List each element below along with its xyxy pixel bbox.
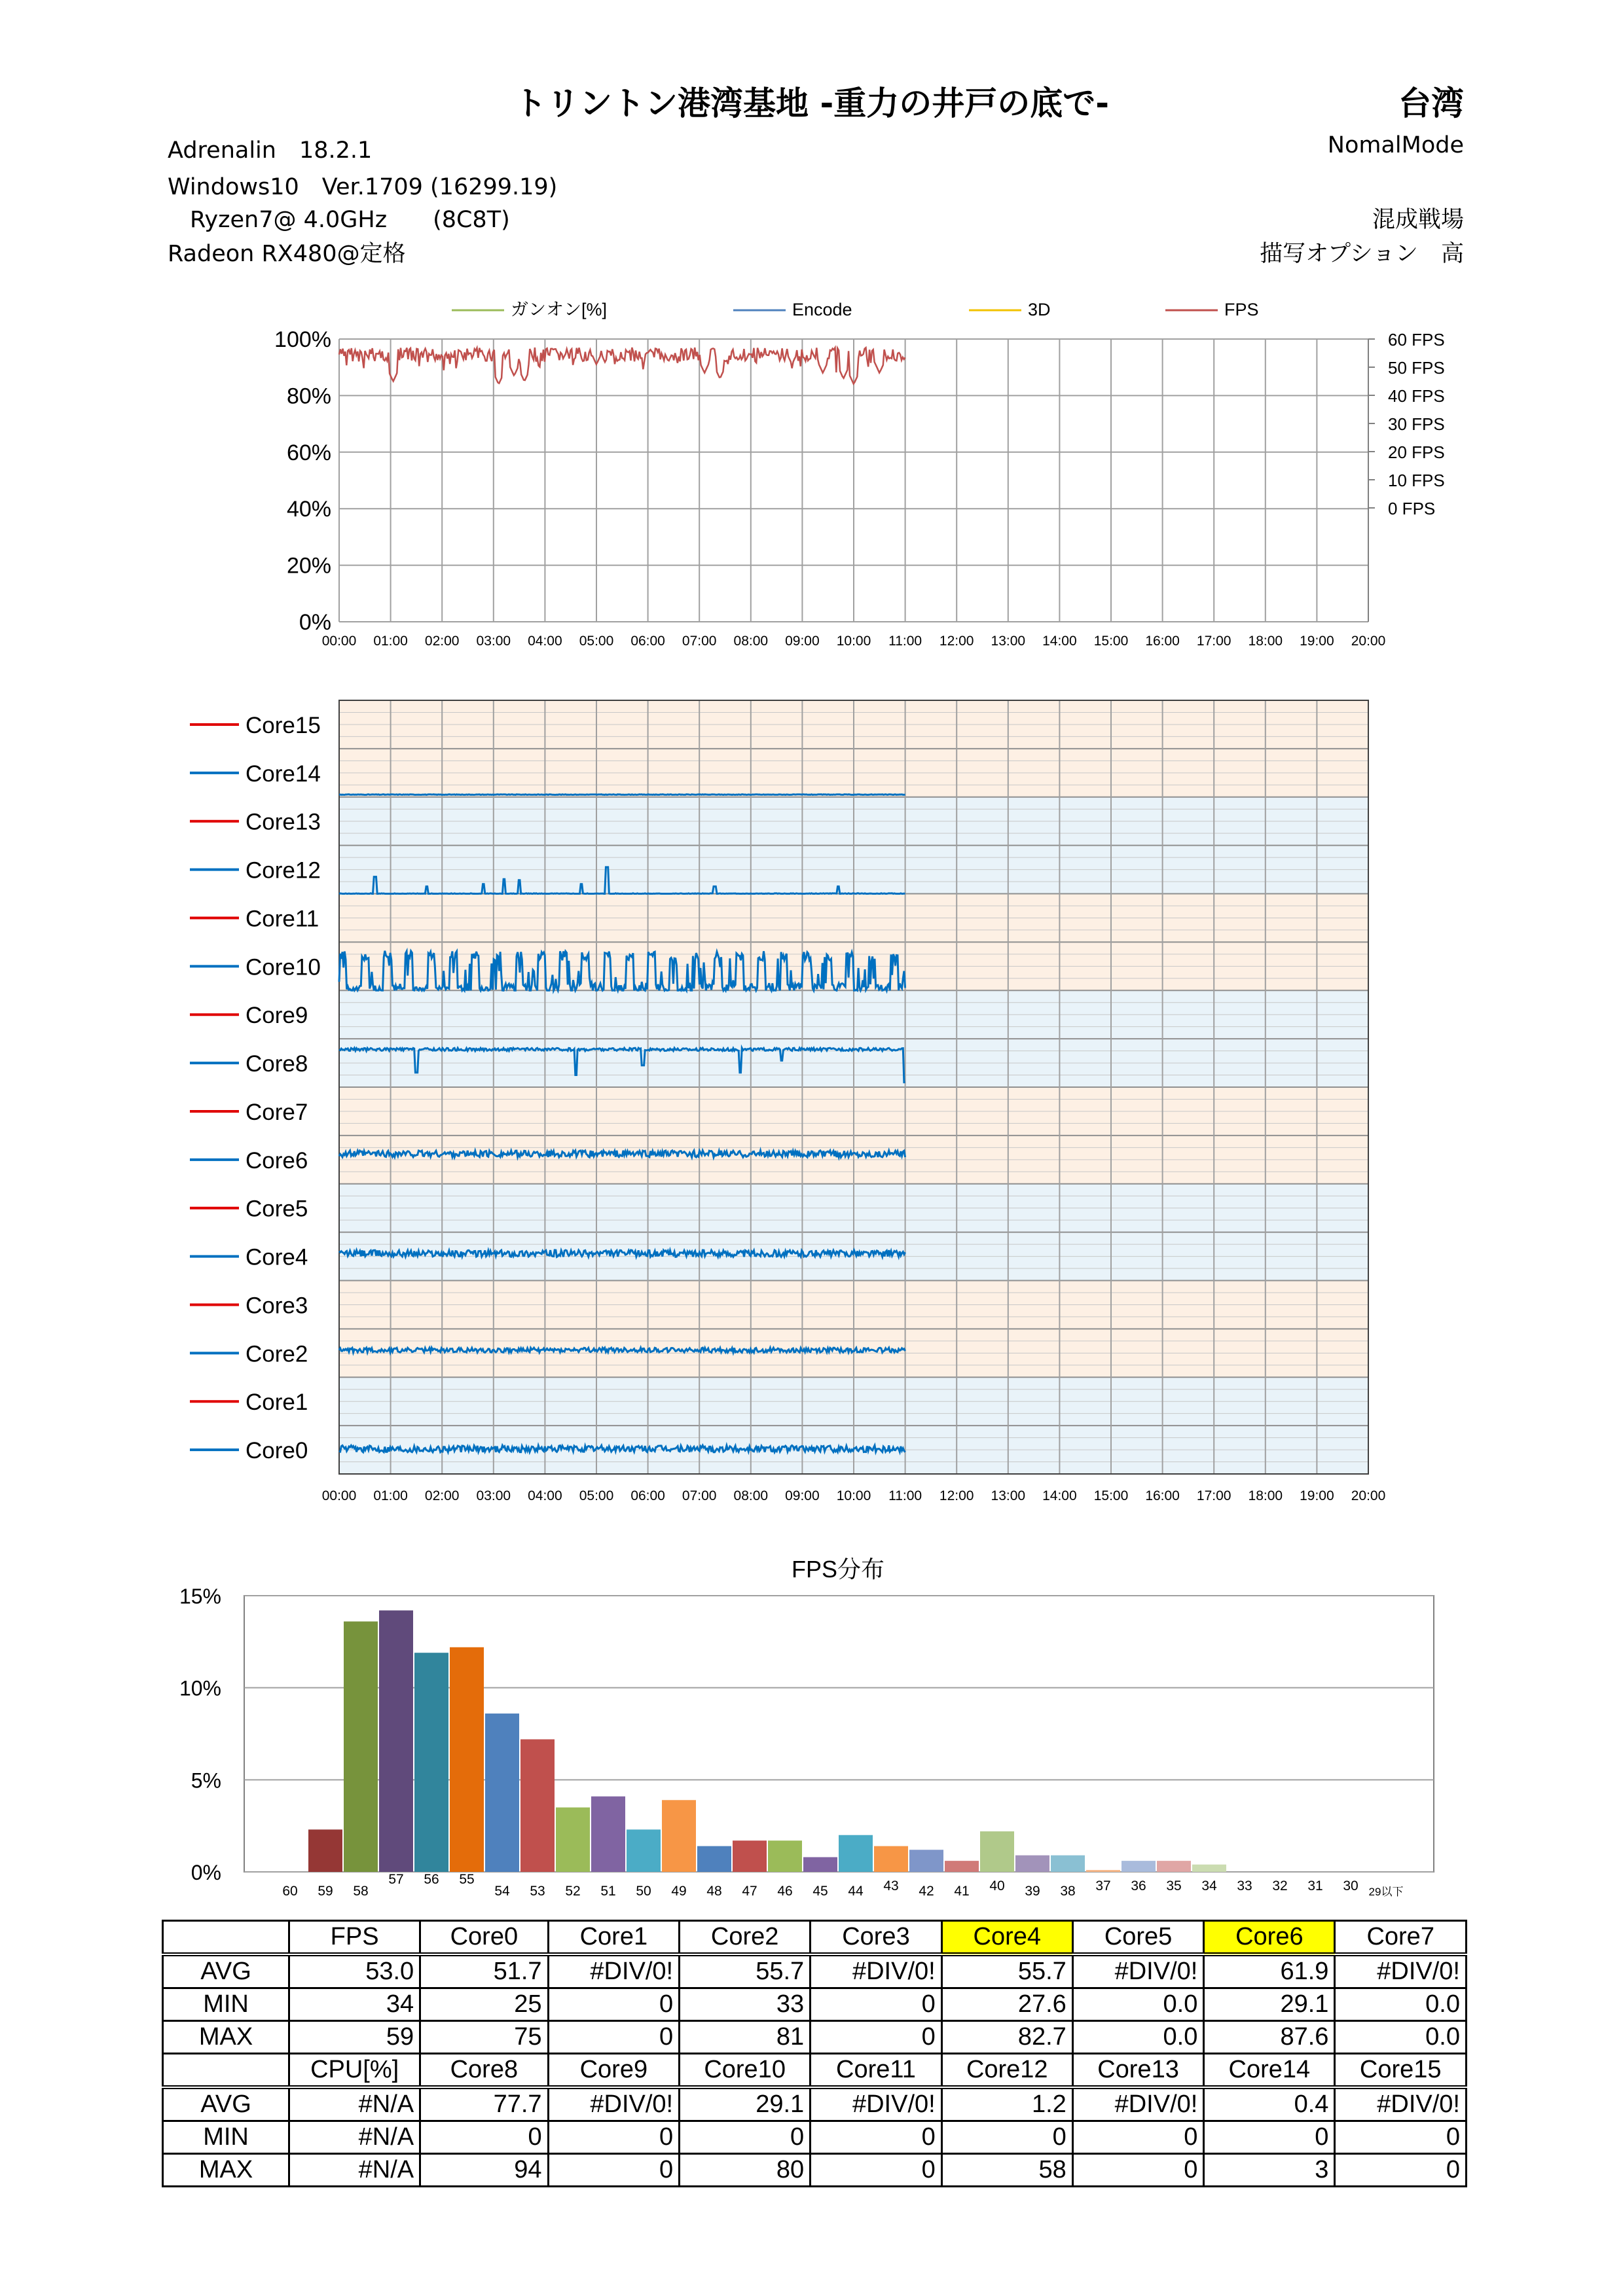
x-tick-label: 07:00 xyxy=(682,634,717,649)
bar-54 xyxy=(485,1713,519,1872)
stats-cell: #N/A xyxy=(289,2121,420,2154)
x-tick-label: 52 xyxy=(565,1884,581,1899)
y-tick-label: 60% xyxy=(286,440,331,465)
stats-cell: Core3 xyxy=(811,1921,942,1955)
x-tick-label: 03:00 xyxy=(476,634,511,649)
legend-label: FPS xyxy=(1224,300,1259,319)
x-tick-label: 13:00 xyxy=(991,634,1026,649)
bar-50 xyxy=(627,1829,661,1872)
bar-47 xyxy=(733,1840,767,1872)
stats-cell: Core12 xyxy=(941,2054,1072,2088)
stats-cell: #DIV/0! xyxy=(1335,1954,1467,1988)
x-tick-label: 55 xyxy=(459,1872,475,1887)
usage-fps-chart xyxy=(0,281,1623,668)
stats-row xyxy=(163,1954,1467,1988)
x-tick-label: 09:00 xyxy=(785,1488,820,1503)
cpu-spec: Ryzen7@ 4.0GHz (8C8T) xyxy=(190,207,510,233)
x-tick-label: 11:00 xyxy=(888,1488,922,1503)
stats-cell: Core5 xyxy=(1072,1921,1204,1955)
right-tick-label: 0 FPS xyxy=(1388,499,1436,518)
stats-cell: Core10 xyxy=(680,2054,811,2088)
x-tick-label: 57 xyxy=(388,1872,404,1887)
y-tick-label: 0% xyxy=(299,610,331,635)
stats-cell xyxy=(163,2054,289,2088)
x-tick-label: 51 xyxy=(600,1884,616,1899)
bar-43 xyxy=(874,1846,908,1872)
lane-label: Core8 xyxy=(246,1051,308,1077)
stats-header-row xyxy=(163,2054,1467,2088)
stats-cell: 0 xyxy=(548,2021,680,2054)
stats-cell: #DIV/0! xyxy=(1335,2087,1467,2121)
stats-cell: 58 xyxy=(941,2154,1072,2187)
lane-label: Core0 xyxy=(246,1438,308,1464)
graphics-option: 描写オプション 高 xyxy=(1260,241,1464,267)
bar-45 xyxy=(803,1857,837,1872)
stats-cell: MAX xyxy=(163,2154,289,2187)
right-tick-label: 40 FPS xyxy=(1388,386,1445,406)
x-tick-label: 58 xyxy=(353,1884,369,1899)
x-tick-label: 06:00 xyxy=(630,634,665,649)
y-tick-label: 10% xyxy=(179,1676,221,1700)
x-tick-label: 32 xyxy=(1272,1878,1288,1893)
x-tick-label: 12:00 xyxy=(939,1488,974,1503)
stats-cell: AVG xyxy=(163,1954,289,1988)
lane-label: Core7 xyxy=(246,1099,308,1125)
stats-cell: #N/A xyxy=(289,2087,420,2121)
stats-cell: 0 xyxy=(1072,2121,1204,2154)
stats-cell: 0 xyxy=(548,1988,680,2021)
bar-44 xyxy=(839,1835,873,1872)
x-tick-label: 44 xyxy=(848,1884,864,1899)
x-tick-label: 35 xyxy=(1166,1878,1182,1893)
bar-46 xyxy=(768,1840,802,1872)
bar-36 xyxy=(1122,1861,1156,1872)
stats-cell: Core11 xyxy=(811,2054,942,2088)
stats-cell: Core4 xyxy=(941,1921,1072,1955)
x-tick-label: 04:00 xyxy=(528,1488,562,1503)
page-title: トリントン港湾基地 -重力の井戸の底で- xyxy=(514,84,1109,122)
x-tick-label: 49 xyxy=(671,1884,687,1899)
x-tick-label: 13:00 xyxy=(991,1488,1026,1503)
stats-cell: Core14 xyxy=(1204,2054,1335,2088)
x-tick-label: 50 xyxy=(636,1884,651,1899)
x-tick-label: 03:00 xyxy=(476,1488,511,1503)
stats-row xyxy=(163,2021,1467,2054)
region-label: 台湾 xyxy=(1398,84,1464,122)
stats-cell: AVG xyxy=(163,2087,289,2121)
bar-58 xyxy=(344,1621,378,1872)
bar-35 xyxy=(1157,1861,1191,1872)
stats-row xyxy=(163,2154,1467,2187)
y-tick-label: 0% xyxy=(191,1861,221,1884)
right-tick-label: 60 FPS xyxy=(1388,330,1445,350)
x-tick-label: 54 xyxy=(494,1884,510,1899)
stats-cell xyxy=(163,1921,289,1955)
stats-cell: #DIV/0! xyxy=(548,1954,680,1988)
stats-cell: Core8 xyxy=(420,2054,548,2088)
stats-row xyxy=(163,2087,1467,2121)
stats-table xyxy=(162,1920,1467,2187)
legend-label: ガンオン[%] xyxy=(511,300,608,319)
x-tick-label: 36 xyxy=(1131,1878,1146,1893)
bar-40 xyxy=(980,1831,1014,1872)
stats-cell: FPS xyxy=(289,1921,420,1955)
x-tick-label: 04:00 xyxy=(528,634,562,649)
stats-cell: 87.6 xyxy=(1204,2021,1335,2054)
stats-cell: 77.7 xyxy=(420,2087,548,2121)
stats-cell: 0 xyxy=(1204,2121,1335,2154)
stats-cell: 29.1 xyxy=(680,2087,811,2121)
x-tick-label: 19:00 xyxy=(1300,1488,1334,1503)
stats-cell: 80 xyxy=(680,2154,811,2187)
stats-cell: 0 xyxy=(1335,2121,1467,2154)
bar-41 xyxy=(945,1861,979,1872)
x-tick-label: 15:00 xyxy=(1093,1488,1129,1503)
stats-cell: 34 xyxy=(289,1988,420,2021)
y-tick-label: 15% xyxy=(179,1585,221,1608)
stats-cell: #N/A xyxy=(289,2154,420,2187)
bar-55 xyxy=(450,1647,484,1872)
x-tick-label: 42 xyxy=(919,1884,934,1899)
lane-label: Core3 xyxy=(246,1293,308,1319)
lane-label: Core1 xyxy=(246,1390,308,1416)
x-tick-label: 60 xyxy=(282,1884,298,1899)
stats-cell: 33 xyxy=(680,1988,811,2021)
x-tick-label: 10:00 xyxy=(836,1488,871,1503)
stats-cell: 94 xyxy=(420,2154,548,2187)
stats-cell: 0 xyxy=(811,2154,942,2187)
bar-42 xyxy=(909,1850,943,1872)
x-tick-label: 10:00 xyxy=(836,634,871,649)
x-tick-label: 46 xyxy=(777,1884,793,1899)
stats-cell: Core7 xyxy=(1335,1921,1467,1955)
x-tick-label: 38 xyxy=(1060,1884,1076,1899)
x-tick-label: 02:00 xyxy=(424,634,460,649)
x-tick-label: 16:00 xyxy=(1145,1488,1180,1503)
bar-48 xyxy=(697,1846,731,1872)
x-tick-label: 07:00 xyxy=(682,1488,717,1503)
stats-cell: 81 xyxy=(680,2021,811,2054)
chart-title: FPS分布 xyxy=(791,1556,885,1583)
stats-cell: 0.0 xyxy=(1072,2021,1204,2054)
stats-cell: 0.0 xyxy=(1072,1988,1204,2021)
stats-cell: 0 xyxy=(548,2154,680,2187)
lane-label: Core13 xyxy=(246,809,321,835)
stats-row xyxy=(163,2121,1467,2154)
bar-53 xyxy=(520,1739,555,1872)
stats-cell: 59 xyxy=(289,2021,420,2054)
legend-label: 3D xyxy=(1028,300,1051,319)
bar-56 xyxy=(414,1653,448,1872)
right-tick-label: 50 FPS xyxy=(1388,358,1445,378)
x-tick-label: 14:00 xyxy=(1042,1488,1077,1503)
x-tick-label: 09:00 xyxy=(785,634,820,649)
lane-label: Core11 xyxy=(246,906,319,932)
x-tick-label: 16:00 xyxy=(1145,634,1180,649)
y-tick-label: 80% xyxy=(286,384,331,409)
x-tick-label: 06:00 xyxy=(630,1488,665,1503)
x-tick-label: 20:00 xyxy=(1351,634,1386,649)
game-mode: NomalMode xyxy=(1327,132,1464,158)
x-tick-label: 48 xyxy=(706,1884,722,1899)
x-tick-label: 17:00 xyxy=(1196,1488,1231,1503)
x-tick-label: 17:00 xyxy=(1196,634,1231,649)
x-tick-label: 53 xyxy=(530,1884,545,1899)
x-tick-label: 59 xyxy=(318,1884,333,1899)
bar-38 xyxy=(1051,1856,1085,1872)
legend-label: Encode xyxy=(792,300,852,319)
x-tick-label: 47 xyxy=(742,1884,757,1899)
stats-header-row xyxy=(163,1921,1467,1955)
lane-label: Core14 xyxy=(246,761,321,787)
x-tick-label: 30 xyxy=(1343,1878,1359,1893)
lane-label: Core12 xyxy=(246,857,321,884)
stats-row xyxy=(163,1988,1467,2021)
x-tick-label: 29以下 xyxy=(1368,1886,1404,1898)
bar-34 xyxy=(1192,1865,1226,1872)
x-tick-label: 43 xyxy=(883,1878,899,1893)
stats-cell: 51.7 xyxy=(420,1954,548,1988)
lane-label: Core4 xyxy=(246,1244,308,1270)
stats-cell: #DIV/0! xyxy=(811,1954,942,1988)
lane-label: Core2 xyxy=(246,1341,308,1367)
x-tick-label: 41 xyxy=(954,1884,970,1899)
x-tick-label: 39 xyxy=(1025,1884,1040,1899)
bar-59 xyxy=(308,1829,342,1872)
stats-cell: 0 xyxy=(811,2021,942,2054)
y-tick-label: 40% xyxy=(286,497,331,522)
stats-cell: 3 xyxy=(1204,2154,1335,2187)
x-tick-label: 19:00 xyxy=(1300,634,1334,649)
os-version: Windows10 Ver.1709 (16299.19) xyxy=(168,174,558,200)
right-tick-label: 20 FPS xyxy=(1388,442,1445,462)
stats-cell: 29.1 xyxy=(1204,1988,1335,2021)
stats-cell: Core6 xyxy=(1204,1921,1335,1955)
stats-cell: #DIV/0! xyxy=(811,2087,942,2121)
x-tick-label: 08:00 xyxy=(733,1488,769,1503)
x-tick-label: 00:00 xyxy=(321,634,357,649)
fps-distribution-chart xyxy=(0,1545,1623,1911)
y-tick-label: 20% xyxy=(286,553,331,579)
stats-cell: 27.6 xyxy=(941,1988,1072,2021)
core-usage-chart xyxy=(0,681,1623,1525)
stats-cell: CPU[%] xyxy=(289,2054,420,2088)
x-tick-label: 11:00 xyxy=(888,634,922,649)
driver-version: Adrenalin 18.2.1 xyxy=(168,137,373,164)
x-tick-label: 05:00 xyxy=(579,1488,614,1503)
x-tick-label: 45 xyxy=(812,1884,828,1899)
y-tick-label: 100% xyxy=(274,327,331,352)
stats-cell: 0 xyxy=(1335,2154,1467,2187)
lane-label: Core15 xyxy=(246,712,321,738)
x-tick-label: 02:00 xyxy=(424,1488,460,1503)
x-tick-label: 37 xyxy=(1095,1878,1111,1893)
x-tick-label: 15:00 xyxy=(1093,634,1129,649)
x-tick-label: 20:00 xyxy=(1351,1488,1386,1503)
stats-cell: 0.0 xyxy=(1335,2021,1467,2054)
stats-cell: 61.9 xyxy=(1204,1954,1335,1988)
bar-49 xyxy=(662,1800,696,1872)
stats-cell: Core9 xyxy=(548,2054,680,2088)
x-tick-label: 05:00 xyxy=(579,634,614,649)
right-tick-label: 30 FPS xyxy=(1388,414,1445,434)
stats-cell: 55.7 xyxy=(941,1954,1072,1988)
map-type: 混成戦場 xyxy=(1372,207,1464,233)
bar-51 xyxy=(591,1797,625,1872)
stats-cell: #DIV/0! xyxy=(1072,1954,1204,1988)
stats-cell: 75 xyxy=(420,2021,548,2054)
stats-cell: 0 xyxy=(811,2121,942,2154)
x-tick-label: 01:00 xyxy=(373,1488,408,1503)
stats-cell: Core2 xyxy=(680,1921,811,1955)
stats-cell: 82.7 xyxy=(941,2021,1072,2054)
x-tick-label: 34 xyxy=(1201,1878,1217,1893)
stats-cell: Core1 xyxy=(548,1921,680,1955)
stats-cell: 0 xyxy=(941,2121,1072,2154)
x-tick-label: 01:00 xyxy=(373,634,408,649)
stats-cell: 0 xyxy=(811,1988,942,2021)
stats-cell: Core13 xyxy=(1072,2054,1204,2088)
bar-39 xyxy=(1015,1856,1049,1872)
x-tick-label: 40 xyxy=(989,1878,1005,1893)
stats-cell: #DIV/0! xyxy=(548,2087,680,2121)
lane-label: Core9 xyxy=(246,1003,308,1029)
stats-cell: 0 xyxy=(548,2121,680,2154)
x-tick-label: 33 xyxy=(1237,1878,1252,1893)
stats-cell: 53.0 xyxy=(289,1954,420,1988)
x-tick-label: 12:00 xyxy=(939,634,974,649)
stats-cell: 0 xyxy=(1072,2154,1204,2187)
gpu-spec: Radeon RX480@定格 xyxy=(168,241,406,267)
stats-cell: 0 xyxy=(420,2121,548,2154)
x-tick-label: 00:00 xyxy=(321,1488,357,1503)
stats-cell: 0 xyxy=(680,2121,811,2154)
stats-cell: 0.4 xyxy=(1204,2087,1335,2121)
right-tick-label: 10 FPS xyxy=(1388,471,1445,490)
bar-57 xyxy=(379,1611,413,1872)
stats-cell: Core15 xyxy=(1335,2054,1467,2088)
x-tick-label: 08:00 xyxy=(733,634,769,649)
y-tick-label: 5% xyxy=(191,1768,221,1793)
stats-cell: MIN xyxy=(163,2121,289,2154)
stats-cell: 1.2 xyxy=(941,2087,1072,2121)
x-tick-label: 18:00 xyxy=(1248,1488,1283,1503)
stats-cell: 55.7 xyxy=(680,1954,811,1988)
lane-label: Core6 xyxy=(246,1147,308,1174)
stats-cell: MIN xyxy=(163,1988,289,2021)
fps-line xyxy=(339,348,905,384)
bar-37 xyxy=(1086,1870,1120,1872)
x-tick-label: 14:00 xyxy=(1042,634,1077,649)
stats-cell: Core0 xyxy=(420,1921,548,1955)
x-tick-label: 31 xyxy=(1307,1878,1323,1893)
bar-52 xyxy=(556,1808,590,1872)
lane-label: Core5 xyxy=(246,1196,308,1222)
x-tick-label: 18:00 xyxy=(1248,634,1283,649)
stats-cell: 0.0 xyxy=(1335,1988,1467,2021)
lane-label: Core10 xyxy=(246,954,321,980)
x-tick-label: 56 xyxy=(424,1872,439,1887)
stats-cell: #DIV/0! xyxy=(1072,2087,1204,2121)
stats-cell: 25 xyxy=(420,1988,548,2021)
stats-cell: MAX xyxy=(163,2021,289,2054)
